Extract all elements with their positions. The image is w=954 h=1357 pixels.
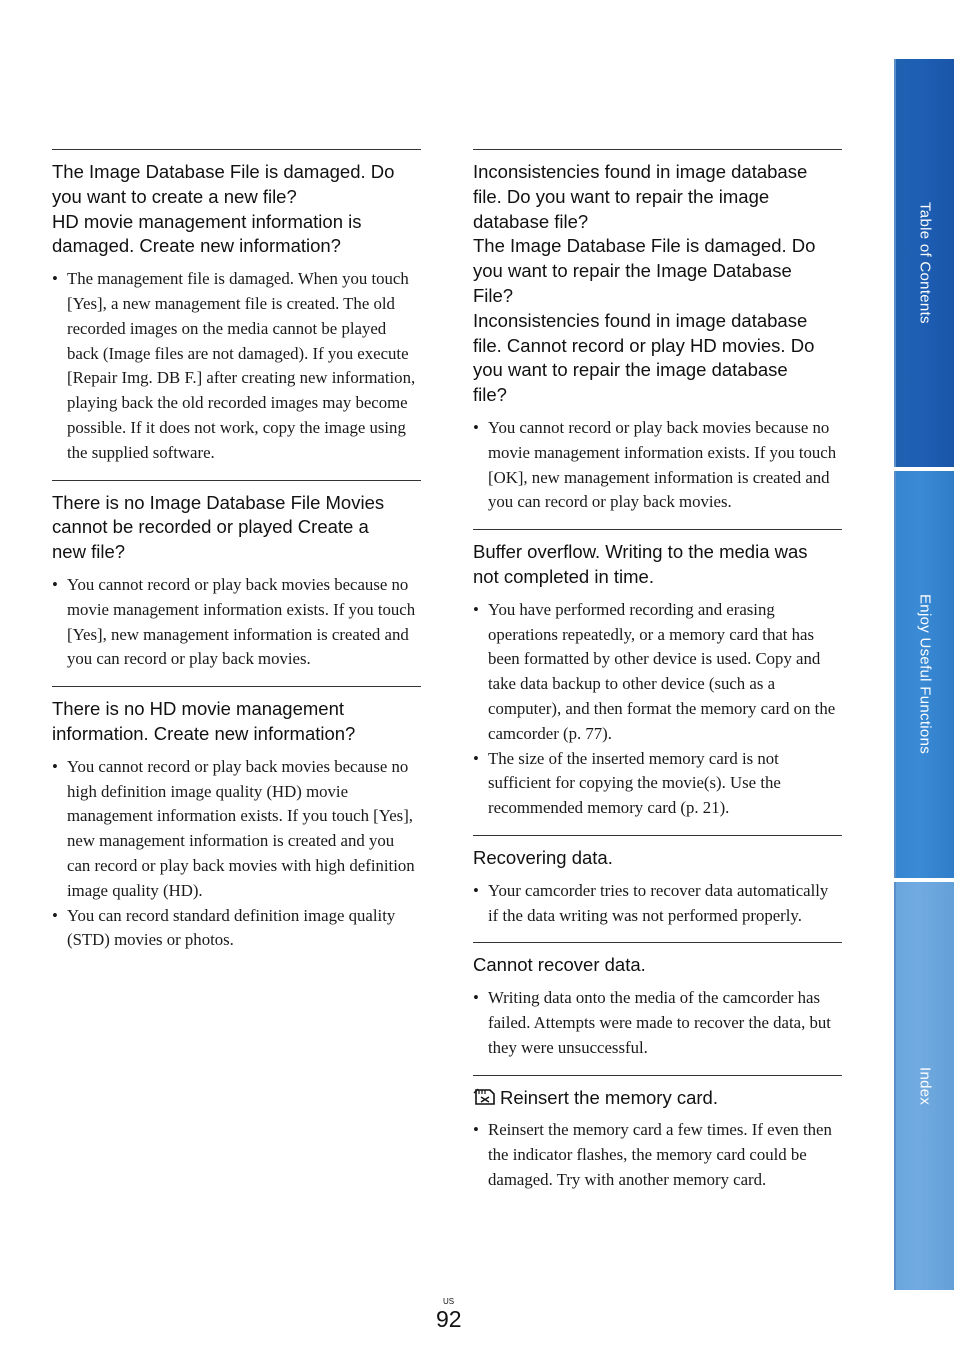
bullet-list [52, 267, 421, 465]
bullet-item: • You have performed recording and erasing operations repeatedly, or a memory card that has been formatted by other device is used. Copy and take data backup to other device (such as a computer), and then format the memory card on the camcorder (p. 77). [473, 598, 842, 747]
heading-line: There is no HD movie management [52, 698, 345, 720]
left-column [52, 149, 421, 953]
heading-line: database file? [473, 210, 589, 232]
bullet-list [473, 1118, 842, 1192]
bullet-item: • Writing data onto the media of the camcorder has failed. Attempts were made to recover the data, but they were unsuccessful. [473, 986, 842, 1060]
heading-line: The Image Database File is damaged. Do [52, 161, 395, 182]
message-heading [473, 1086, 842, 1111]
message-heading [473, 953, 842, 978]
message-heading [473, 160, 842, 408]
bullet-list [473, 879, 842, 929]
heading-line: file? [473, 384, 507, 406]
heading-line: HD movie management information is [52, 210, 362, 232]
heading-line: you want to create a new file? [52, 185, 297, 207]
bullet-item: • You can record standard definition image quality (STD) movies or photos. [52, 904, 421, 954]
heading-line: information. Create new information? [52, 722, 356, 744]
right-column [473, 149, 842, 1193]
bullet-list [473, 598, 842, 821]
heading-line: file. Cannot record or play HD movies. Do [473, 334, 815, 356]
bullet-item: • Your camcorder tries to recover data automatically if the data writing was not performed properly. [473, 879, 842, 929]
tab-table-of-contents[interactable] [894, 59, 954, 467]
bullet-list [52, 573, 421, 672]
heading-line: you want to repair the image database [473, 359, 788, 381]
message-section [473, 529, 842, 821]
bullet-list [52, 755, 421, 953]
message-section [473, 835, 842, 928]
heading-line: There is no Image Database File Movies [52, 491, 385, 513]
heading-line: File? [473, 284, 514, 306]
heading-line: file. Do you want to repair the image [473, 185, 770, 207]
page-number: 92 [436, 1306, 462, 1332]
heading-line: The Image Database File is damaged. Do [473, 235, 816, 257]
bullet-item: • The management file is damaged. When you touch [Yes], a new management file is created. The old recorded images on the media cannot be played back (Image files are not damaged). If you execute [Repair Img. DB F.] after creating new information, playing back the old recorded images may become possible. If it does not work, copy the image using the supplied software. [52, 267, 421, 465]
message-heading [473, 540, 842, 590]
heading-line: Inconsistencies found in image database [473, 161, 808, 182]
message-heading [52, 491, 421, 565]
heading-line: Cannot recover data. [473, 954, 646, 976]
message-heading [473, 846, 842, 871]
heading-text: Reinsert the memory card. [500, 1086, 718, 1108]
message-section [52, 686, 421, 953]
message-section [52, 149, 421, 466]
heading-line: not completed in time. [473, 565, 654, 587]
tab-label: Table of Contents [916, 202, 934, 324]
tab-label: Index [916, 1066, 934, 1106]
message-section [473, 942, 842, 1060]
heading-line: cannot be recorded or played Create a [52, 516, 369, 538]
heading-line: new file? [52, 541, 126, 563]
message-section [52, 480, 421, 673]
heading-line: Inconsistencies found in image database [473, 309, 808, 331]
tab-enjoy-useful-functions[interactable] [894, 471, 954, 878]
side-navigation [894, 59, 954, 1290]
heading-line: damaged. Create new information? [52, 235, 341, 257]
message-heading [52, 697, 421, 747]
bullet-item: • You cannot record or play back movies because no movie management information exists. If you touch [Yes], new management information is created and you can record or play back movies. [52, 573, 421, 672]
message-heading [52, 160, 421, 259]
tab-index[interactable] [894, 882, 954, 1290]
bullet-item: • Reinsert the memory card a few times. If even then the indicator flashes, the memory card could be damaged. Try with another memory card. [473, 1118, 842, 1192]
region-code: US [443, 1297, 455, 1306]
message-section [473, 149, 842, 515]
bullet-item: • You cannot record or play back movies because no movie management information exists. If you touch [OK], new management information is created and you can record or play back movies. [473, 416, 842, 515]
heading-line: Recovering data. [473, 846, 613, 868]
bullet-list [473, 416, 842, 515]
memory-card-warning-icon [473, 1088, 497, 1106]
bullet-list [473, 986, 842, 1060]
heading-line: Buffer overflow. Writing to the media was [473, 541, 808, 563]
message-section [473, 1075, 842, 1193]
bullet-item: • The size of the inserted memory card is not sufficient for copying the movie(s). Use the recommended memory card (p. 21). [473, 747, 842, 821]
heading-line: you want to repair the Image Database [473, 260, 792, 282]
bullet-item: • You cannot record or play back movies because no high definition image quality (HD) movie management information exists. If you touch [Yes], new management information is created and you can record or play back movies with high definition image quality (HD). [52, 755, 421, 904]
heading-line [473, 1086, 842, 1111]
tab-label: Enjoy Useful Functions [916, 594, 934, 755]
